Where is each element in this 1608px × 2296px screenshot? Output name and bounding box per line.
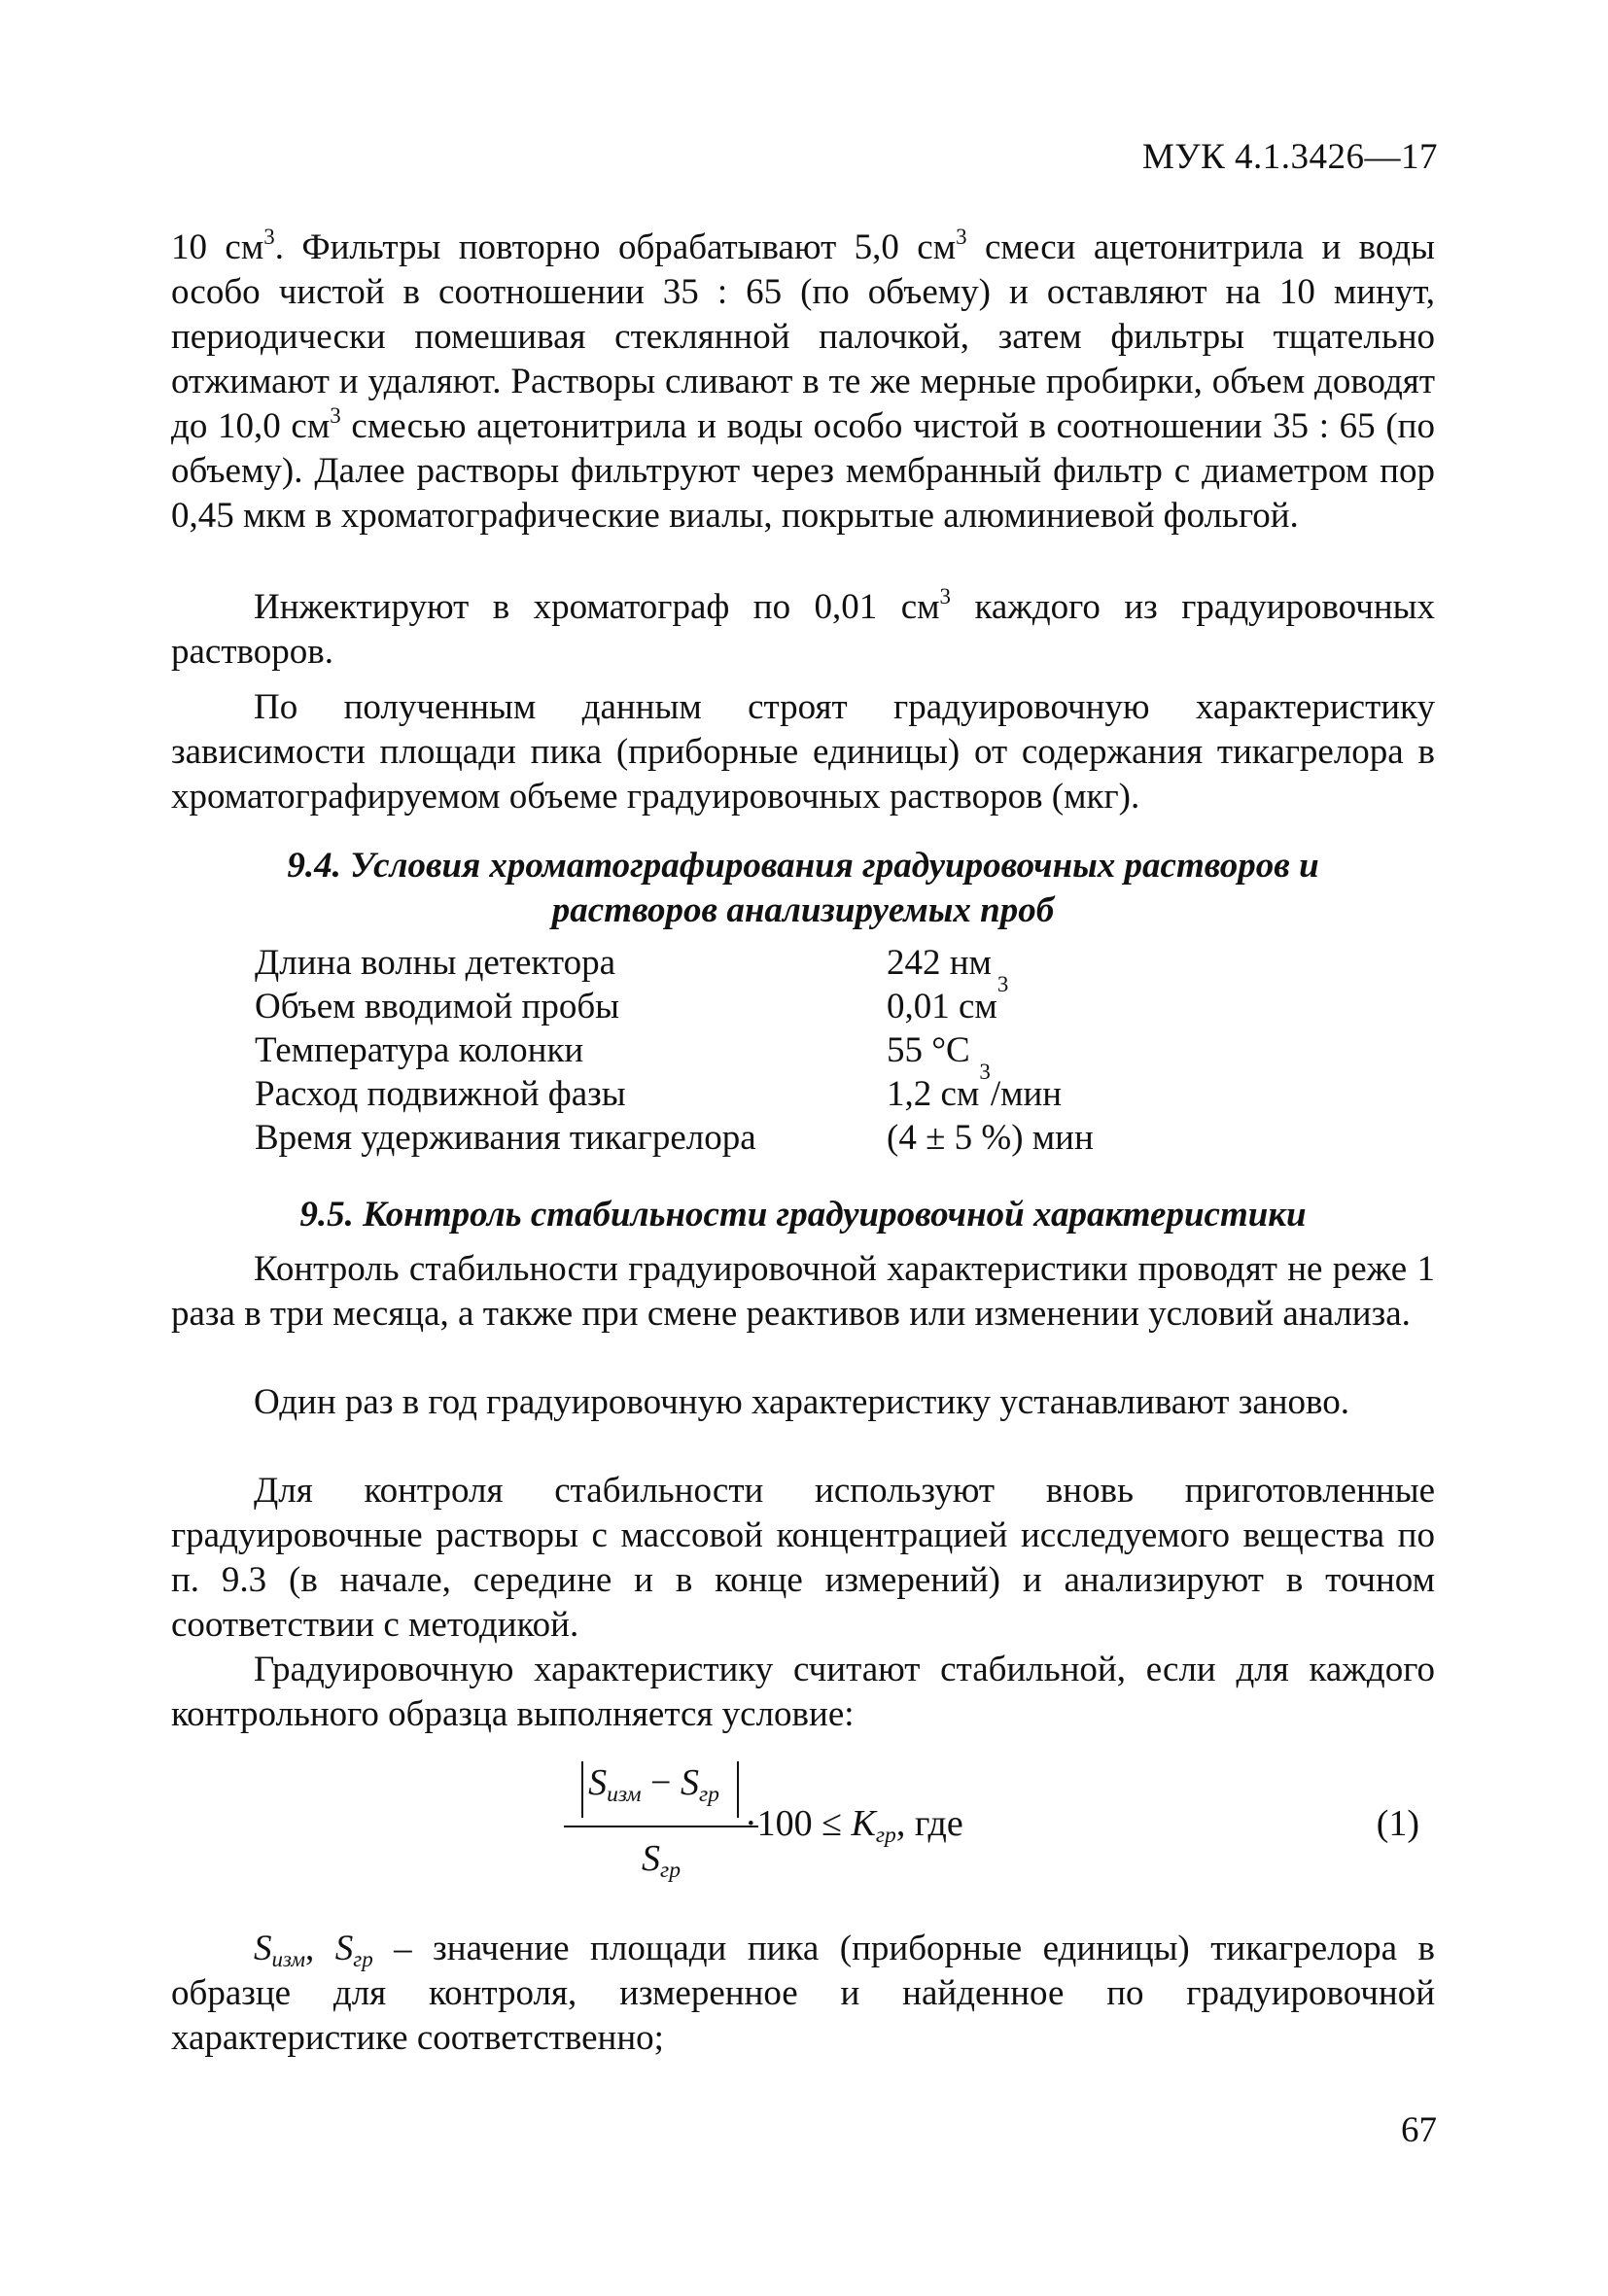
paragraph-stability-frequency: Контроль стабильности градуировочной характеристики проводят не реже 1 раза в три месяца, а также при смене реактивов или изменении условий анализа. <box>171 1249 1435 1334</box>
formula-1 <box>544 1761 1419 1907</box>
page-number: 67 <box>1401 2110 1437 2150</box>
formula-denominator: $S_{гр}$ <box>642 1838 681 1884</box>
fraction-line <box>564 1826 758 1827</box>
formula-numerator: $S_{изм} - S_{гр}$ <box>588 1762 719 1808</box>
paragraph-injection: Инжектируют в хроматограф по 0,01 $см^3$ каждого из градуировочных растворов. <box>171 584 1435 672</box>
param-row: Расход подвижной фазы 1,2 см 3 /мин <box>255 1060 1063 1114</box>
param-row: Температура колонки 55 °С <box>255 1030 970 1070</box>
paragraph-variable-definition: $S_{изм}$, $S_{гр}$ – значение площади пика (приборные единицы) тикагрелора в образце для контроля, измеренное и найденное по градуировочной характеристике соответственно; <box>171 1929 1435 2058</box>
paragraph-yearly-calibration: Один раз в год градуировочную характеристику устанавливают заново. <box>254 1382 1350 1422</box>
equation-number: (1) <box>1376 1803 1419 1844</box>
param-row: Длина волны детектора 242 нм <box>255 943 992 983</box>
chromatography-conditions-list <box>255 941 1094 1160</box>
paragraph-calibration-curve: По полученным данным строят градуировочную характеристику зависимости площади пика (приборные единицы) от содержания тикагрелора в хроматографируемом объеме градуировочных растворов (мкг). <box>171 687 1435 817</box>
section-heading-9-5: 9.5. Контроль стабильности градуировочной характеристики <box>299 1195 1307 1235</box>
abs-bar-right <box>737 1761 739 1818</box>
paragraph-filter-treatment: 10 $см^3$. Фильтры повторно обрабатывают 5,0 $см^3$ смеси ацетонитрила и воды особо чистой в соотношении 35 : 65 (по объему) и оставляют на 10 минут, периодически помешивая стеклянной палочкой, затем фильтры тщательно отжимают и удаляют. Растворы сливают в те же мерные пробирки, объем доводят до 10,0 $см^3$ смесью ацетонитрила и воды особо чистой в соотношении 35 : 65 (по объему). Далее растворы фильтруют через мембранный фильтр с диаметром пор 0,45 мкм в хроматографические виалы, покрытые алюминиевой фольгой. <box>171 225 1435 536</box>
formula-rhs: $\cdot 100 \le K_{гр}$, где <box>745 1803 963 1849</box>
section-heading-9-4: 9.4. Условия хроматографирования градуировочных растворов и растворов анализируемых проб <box>287 846 1319 930</box>
param-row: Время удерживания тикагрелора (4 ± 5 %) мин <box>255 1118 1094 1158</box>
paragraph-stability-control: Для контроля стабильности используют вновь приготовленные градуировочные растворы с массовой концентрацией исследуемого вещества по п. 9.3 (в начале, середине и в конце измерений) и анализируют в точном соответствии с методикой. <box>171 1471 1435 1645</box>
param-row: Объем вводимой пробы 0,01 см 3 <box>255 972 1009 1026</box>
paragraph-stability-condition: Градуировочную характеристику считают стабильной, если для каждого контрольного образца выполняется условие: <box>171 1650 1435 1734</box>
document-id-header: МУК 4.1.3426—17 <box>1141 137 1438 177</box>
